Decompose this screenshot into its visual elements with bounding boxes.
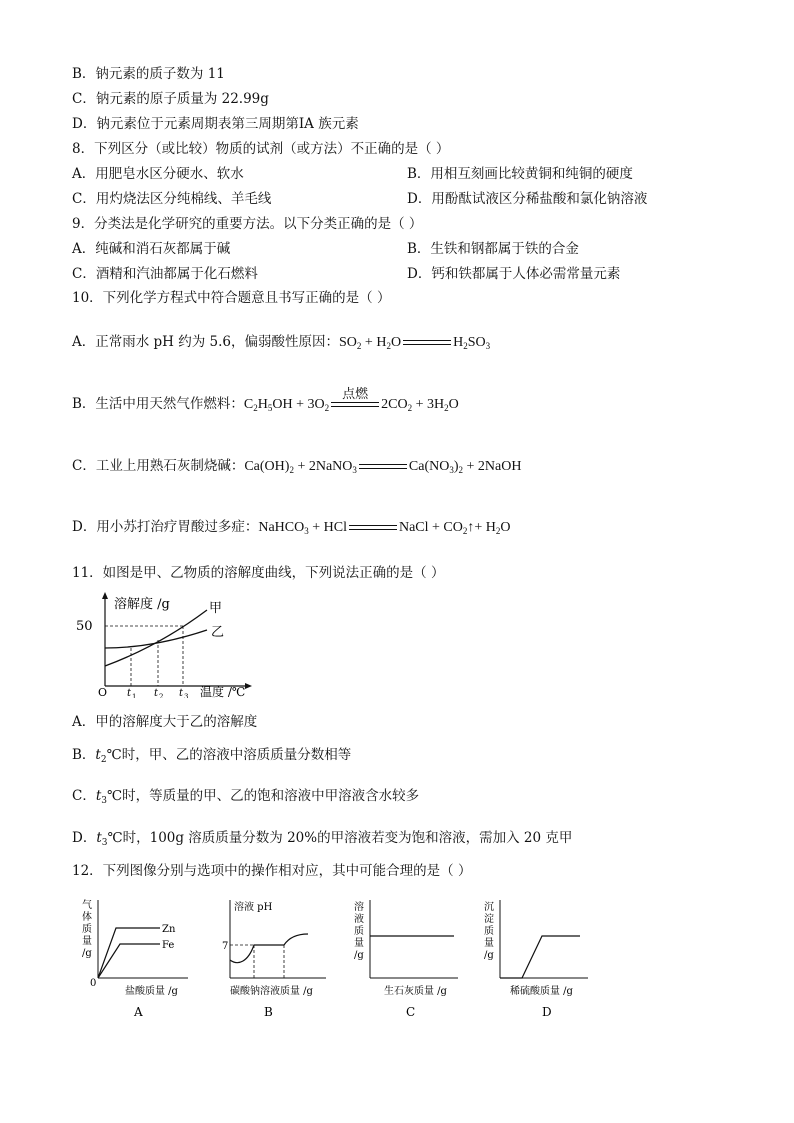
curve-jia — [105, 610, 207, 666]
q11-option-d-text: ℃时，100g 溶质质量分数为 20%的甲溶液若变为饱和溶液，需加入 20 克甲 — [107, 830, 573, 846]
q7-option-b: B．钠元素的质子数为 11 — [72, 66, 225, 82]
graph-c-xlabel: 生石灰质量 /g — [384, 986, 447, 997]
q10-option-b-equation: $C_2H_5OH + 3O_2$ 点燃 $2CO_2 + 3H_2O$ — [243, 385, 459, 413]
q12-graph-b — [220, 896, 335, 1021]
q12-stem: 12．下列图像分别与选项中的操作相对应，其中可能合理的是（ ） — [72, 863, 472, 879]
graph-c-letter: C — [406, 1005, 416, 1019]
q11-option-b-text: ℃时，甲、乙的溶液中溶质质量分数相等 — [106, 747, 352, 763]
graph-b-seven: 7 — [222, 941, 229, 952]
svg-text:质: 质 — [82, 924, 92, 935]
svg-text:质: 质 — [354, 926, 364, 937]
curve-yi — [105, 630, 207, 648]
q7-option-d: D．钠元素位于元素周期表第三周期第ⅠA 族元素 — [72, 116, 359, 132]
graph-d-xlabel: 稀硫酸质量 /g — [510, 986, 573, 997]
q8-option-a: A．用肥皂水区分硬水、软水 — [72, 166, 244, 182]
svg-text:量: 量 — [484, 938, 494, 949]
tick-t1: t — [127, 688, 132, 698]
svg-text:淀: 淀 — [484, 914, 494, 925]
q9-option-b: B．生铁和钢都属于铁的合金 — [407, 241, 579, 257]
q10-option-c-equation: $Ca(OH)_2$ + 2NaNO$_3$ $Ca(NO_3)_2$ + 2NaOH — [244, 459, 522, 475]
svg-text:量: 量 — [354, 938, 364, 949]
graph-b-xlabel: 碳酸钠溶液质量 /g — [230, 986, 313, 997]
q10-stem: 10．下列化学方程式中符合题意且书写正确的是（ ） — [72, 290, 391, 306]
q10-option-d-equation: NaHCO$_3$ + HCl NaCl + $CO_2↑+ H_2O$ — [258, 520, 511, 536]
graph-a-letter: A — [134, 1005, 143, 1019]
graph-xlabel: 温度 /℃ — [200, 685, 246, 698]
q8-option-c: C．用灼烧法区分纯棉线、羊毛线 — [72, 191, 272, 207]
svg-text:/g: /g — [82, 948, 92, 959]
graph-b-letter: B — [264, 1005, 273, 1019]
q8-option-d: D．用酚酞试液区分稀盐酸和氯化钠溶液 — [407, 191, 648, 207]
graph-a-fe: Fe — [162, 940, 175, 951]
tick-t3: t — [179, 688, 184, 698]
svg-text:/g: /g — [484, 950, 494, 961]
q10-option-a-equation: $SO_2 + H_2O$ $H_2SO_3$ — [339, 335, 491, 351]
q12-graph-c — [350, 896, 465, 1021]
q10-option-a-label: A．正常雨水 pH 约为 5.6，偏弱酸性原因： — [72, 334, 340, 350]
q12-graph-d — [480, 896, 595, 1021]
q11-option-c: C．$t_3℃$时，等质量的甲、乙的饱和溶液中甲溶液含水较多 — [72, 788, 420, 806]
graph-a-zn: Zn — [162, 924, 176, 935]
svg-text:液: 液 — [354, 914, 364, 925]
q10-option-b-label: B．生活中用天然气作燃料： — [72, 396, 244, 412]
q7-option-c: C．钠元素的原子质量为 22.99g — [72, 91, 269, 107]
q11-option-c-text: ℃时，等质量的甲、乙的饱和溶液中甲溶液含水较多 — [107, 788, 420, 804]
q10-option-a — [72, 332, 490, 356]
q11-option-b: B．$t_2℃$时，甲、乙的溶液中溶质质量分数相等 — [72, 747, 352, 765]
q8-stem: 8．下列区分（或比较）物质的试剂（或方法）不正确的是（ ） — [72, 141, 450, 157]
svg-text:3: 3 — [184, 693, 189, 698]
tick-t2: t — [154, 688, 159, 698]
svg-text:量: 量 — [82, 936, 92, 947]
svg-text:沉: 沉 — [484, 902, 494, 913]
curve-yi-label: 乙 — [211, 625, 225, 640]
q9-option-c: C．酒精和汽油都属于化石燃料 — [72, 266, 258, 282]
graph-a-yl0: 气 — [82, 900, 92, 911]
graph-y50: 50 — [76, 619, 93, 634]
q8-option-b: B．用相互刻画比较黄铜和纯铜的硬度 — [407, 166, 633, 182]
svg-text:体: 体 — [82, 912, 92, 923]
q10-option-b-condition: 点燃 — [342, 385, 369, 401]
svg-text:2: 2 — [159, 693, 164, 698]
solubility-curve-graph — [72, 588, 262, 698]
graph-b-ylabel: 溶液 pH — [234, 902, 273, 913]
q10-option-d — [72, 517, 511, 541]
graph-ylabel: 溶解度 /g — [114, 597, 170, 612]
q12-graph-a — [80, 896, 195, 1021]
svg-text:溶: 溶 — [354, 902, 364, 913]
q9-option-d: D．钙和铁都属于人体必需常量元素 — [407, 266, 621, 282]
svg-text:/g: /g — [354, 950, 364, 961]
q10-option-c — [72, 456, 521, 480]
graph-origin: O — [98, 686, 108, 698]
curve-jia-label: 甲 — [209, 601, 223, 616]
q11-option-d: D．$t_3℃$时，100g 溶质质量分数为 20%的甲溶液若变为饱和溶液，需加入 20 克甲 — [72, 830, 573, 848]
q10-option-b — [72, 385, 459, 418]
q10-option-c-label: C．工业上用熟石灰制烧碱： — [72, 458, 245, 474]
graph-d-letter: D — [542, 1005, 552, 1019]
q11-option-a: A．甲的溶解度大于乙的溶解度 — [72, 714, 258, 730]
graph-a-xlabel: 盐酸质量 /g — [125, 986, 178, 997]
svg-text:质: 质 — [484, 926, 494, 937]
q10-option-d-label: D．用小苏打治疗胃酸过多症： — [72, 519, 259, 535]
q11-stem: 11．如图是甲、乙物质的溶解度曲线，下列说法正确的是（ ） — [72, 565, 445, 581]
q9-stem: 9．分类法是化学研究的重要方法。以下分类正确的是（ ） — [72, 216, 423, 232]
svg-text:0: 0 — [90, 978, 97, 989]
svg-text:1: 1 — [132, 693, 137, 698]
q9-option-a: A．纯碱和消石灰都属于碱 — [72, 241, 231, 257]
